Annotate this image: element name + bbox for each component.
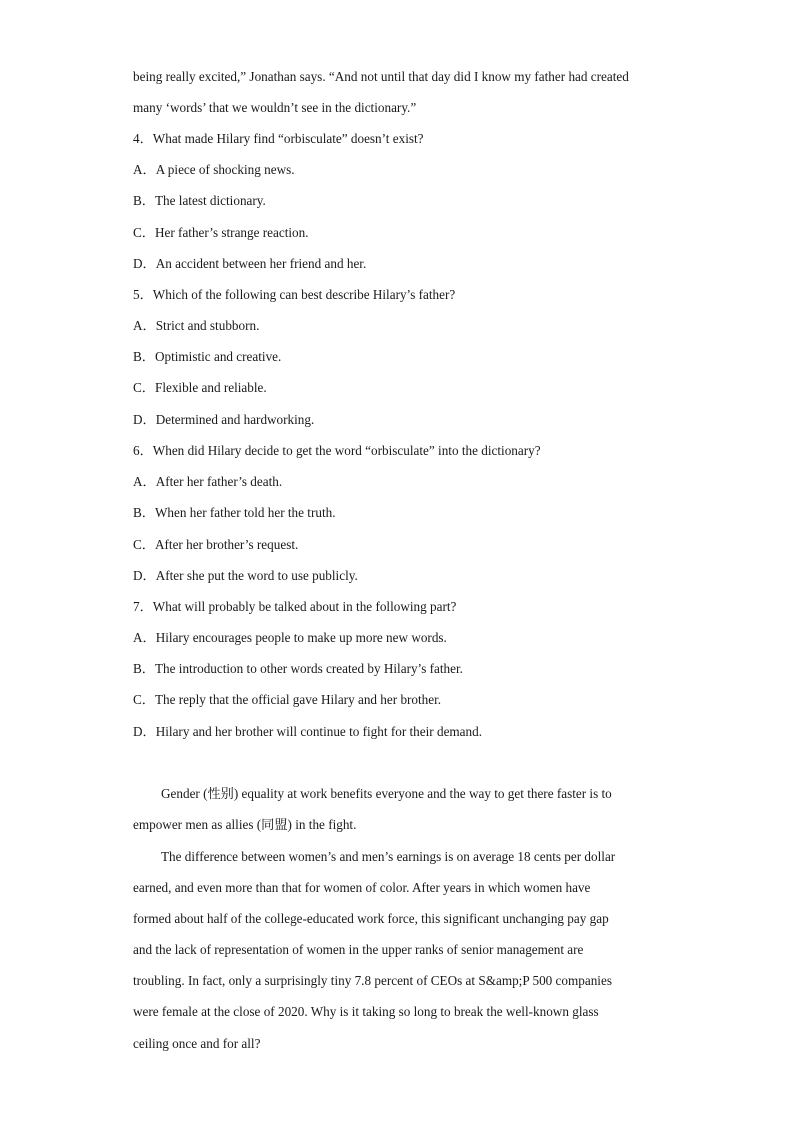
- option-text: Her father’s strange reaction.: [154, 225, 309, 240]
- question-4-option-b: [133, 193, 266, 209]
- option-text: After she put the word to use publicly.: [155, 568, 358, 583]
- passage-p2-line-3: formed about half of the college-educated work force, this significant unchanging pay gap: [133, 911, 609, 926]
- question-4-option-c: [133, 225, 309, 241]
- option-letter: D．: [133, 724, 156, 739]
- question-6: [133, 443, 541, 459]
- option-letter: B．: [133, 193, 155, 208]
- option-letter: A．: [133, 474, 156, 489]
- question-6-option-a: [133, 474, 282, 490]
- question-text: What will probably be talked about in the following part?: [152, 599, 457, 614]
- passage-p2-line-7: ceiling once and for all?: [133, 1036, 261, 1051]
- option-text: An accident between her friend and her.: [155, 256, 367, 271]
- option-letter: D．: [133, 256, 156, 271]
- option-letter: A．: [133, 162, 156, 177]
- option-letter: C．: [133, 225, 155, 240]
- passage-p1-line-2: empower men as allies (同盟) in the fight.: [133, 817, 357, 832]
- question-number: 7．: [133, 599, 153, 614]
- question-6-option-c: [133, 537, 298, 553]
- option-letter: C．: [133, 537, 155, 552]
- passage-end-line-2: many ‘words’ that we wouldn’t see in the dictionary.”: [133, 100, 417, 115]
- passage-p1-line-1: Gender (性别) equality at work benefits everyone and the way to get there faster is to: [161, 786, 612, 801]
- question-7: [133, 599, 456, 615]
- question-6-option-b: [133, 505, 336, 521]
- question-text: When did Hilary decide to get the word “orbisculate” into the dictionary?: [152, 443, 541, 458]
- question-4: [133, 131, 424, 147]
- question-4-option-d: [133, 256, 366, 272]
- option-text: Strict and stubborn.: [155, 318, 260, 333]
- question-7-option-b: [133, 661, 463, 677]
- option-letter: B．: [133, 505, 155, 520]
- option-letter: D．: [133, 412, 156, 427]
- option-letter: A．: [133, 630, 156, 645]
- question-7-option-a: [133, 630, 447, 646]
- question-7-option-c: [133, 692, 441, 708]
- question-text: What made Hilary find “orbisculate” doesn’t exist?: [152, 131, 424, 146]
- question-number: 6．: [133, 443, 153, 458]
- option-text: Optimistic and creative.: [154, 349, 282, 364]
- question-number: 4．: [133, 131, 153, 146]
- option-text: When her father told her the truth.: [154, 505, 336, 520]
- passage-p2-line-5: troubling. In fact, only a surprisingly tiny 7.8 percent of CEOs at S&amp;P 500 companies: [133, 973, 612, 988]
- option-text: Hilary and her brother will continue to fight for their demand.: [155, 724, 483, 739]
- option-letter: A．: [133, 318, 156, 333]
- option-text: The latest dictionary.: [154, 193, 266, 208]
- passage-end-line-1: being really excited,” Jonathan says. “And not until that day did I know my father had created: [133, 69, 629, 84]
- question-7-option-d: [133, 724, 482, 740]
- option-text: The reply that the official gave Hilary and her brother.: [154, 692, 442, 707]
- passage-p2-line-2: earned, and even more than that for women of color. After years in which women have: [133, 880, 591, 895]
- question-5-option-a: [133, 318, 259, 334]
- question-text: Which of the following can best describe Hilary’s father?: [152, 287, 456, 302]
- question-5-option-b: [133, 349, 281, 365]
- option-letter: C．: [133, 692, 155, 707]
- passage-p2-line-1: The difference between women’s and men’s earnings is on average 18 cents per dollar: [161, 849, 616, 864]
- passage-p2-line-4: and the lack of representation of women in the upper ranks of senior management are: [133, 942, 584, 957]
- question-number: 5．: [133, 287, 153, 302]
- option-letter: B．: [133, 661, 155, 676]
- option-text: Hilary encourages people to make up more new words.: [155, 630, 447, 645]
- question-4-option-a: [133, 162, 295, 178]
- option-text: A piece of shocking news.: [155, 162, 295, 177]
- option-letter: C．: [133, 380, 155, 395]
- option-text: Flexible and reliable.: [154, 380, 267, 395]
- option-text: After her father’s death.: [155, 474, 283, 489]
- option-letter: D．: [133, 568, 156, 583]
- option-text: The introduction to other words created by Hilary’s father.: [154, 661, 463, 676]
- option-letter: B．: [133, 349, 155, 364]
- option-text: After her brother’s request.: [154, 537, 299, 552]
- question-5: [133, 287, 455, 303]
- question-5-option-c: [133, 380, 267, 396]
- passage-p2-line-6: were female at the close of 2020. Why is it taking so long to break the well-known glass: [133, 1004, 599, 1019]
- question-5-option-d: [133, 412, 314, 428]
- option-text: Determined and hardworking.: [155, 412, 315, 427]
- question-6-option-d: [133, 568, 358, 584]
